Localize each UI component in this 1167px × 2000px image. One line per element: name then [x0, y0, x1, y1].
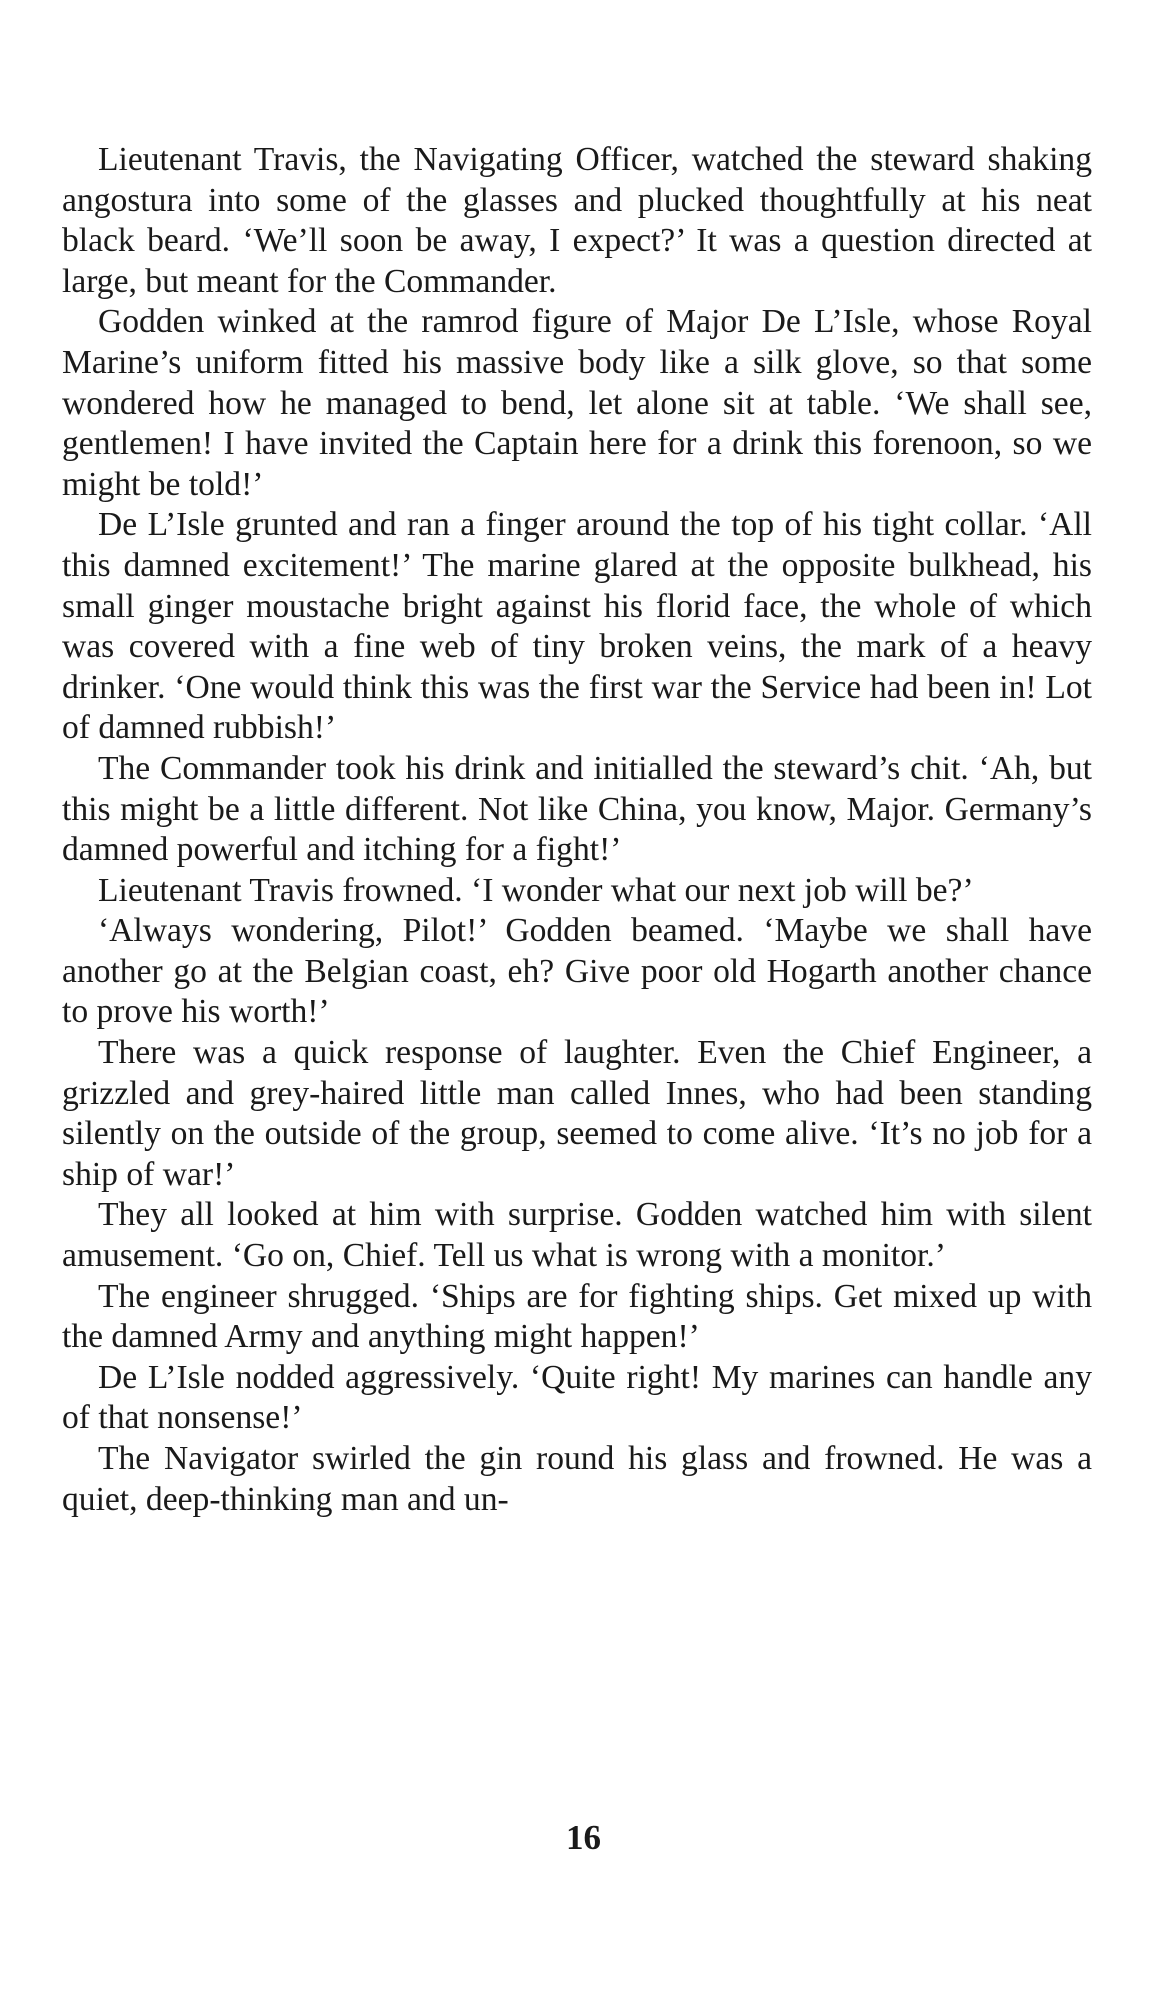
paragraph: They all looked at him with surprise. Godden watched him with silent amusement. ‘Go on, Chief. Tell us what is wrong with a monitor.’	[62, 1196, 1092, 1275]
paragraph: The Commander took his drink and initialled the steward’s chit. ‘Ah, but this might be a little different. Not like China, you know, Major. Germany’s damned powerful and itching for a fight!’	[62, 749, 1092, 869]
paragraph: Lieutenant Travis, the Navigating Officer, watched the steward shaking angostura into some of the glasses and plucked thoughtfully at his neat black beard. ‘We’ll soon be away, I expect?’ It was a question directed at large, but meant for the Commander.	[62, 141, 1092, 300]
paragraph: The Navigator swirled the gin round his glass and frowned. He was a quiet, deep-thinking man and un-	[62, 1440, 1092, 1518]
paragraph: De L’Isle nodded aggressively. ‘Quite right! My marines can handle any of that nonsense!’	[62, 1358, 1092, 1437]
paragraph: Lieutenant Travis frowned. ‘I wonder what our next job will be?’	[98, 871, 974, 909]
page-number: 16	[566, 1818, 601, 1857]
paragraph: ‘Always wondering, Pilot!’ Godden beamed. ‘Maybe we shall have another go at the Belgian coast, eh? Give poor old Hogarth another chance to prove his worth!’	[62, 912, 1092, 1031]
paragraph: De L’Isle grunted and ran a finger around the top of his tight collar. ‘All this damned excitement!’ The marine glared at the opposite bulkhead, his small ginger moustache bright against his florid face, the whole of which was covered with a fine web of tiny broken veins, the mark of a heavy drinker. ‘One would think this was the first war the Service had been in! Lot of damned rubbish!’	[62, 506, 1092, 747]
paragraph: The engineer shrugged. ‘Ships are for fighting ships. Get mixed up with the damned Army and anything might happen!’	[62, 1277, 1092, 1356]
body-text	[62, 140, 1092, 1520]
paragraph: There was a quick response of laughter. Even the Chief Engineer, a grizzled and grey-haired little man called Innes, who had been standing silently on the outside of the group, seemed to come alive. ‘It’s no job for a ship of war!’	[62, 1034, 1092, 1193]
paragraph: Godden winked at the ramrod figure of Major De L’Isle, whose Royal Marine’s uniform fitted his massive body like a silk glove, so that some wondered how he managed to bend, let alone sit at table. ‘We shall see, gentlemen! I have invited the Captain here for a drink this forenoon, so we might be told!’	[62, 303, 1092, 503]
